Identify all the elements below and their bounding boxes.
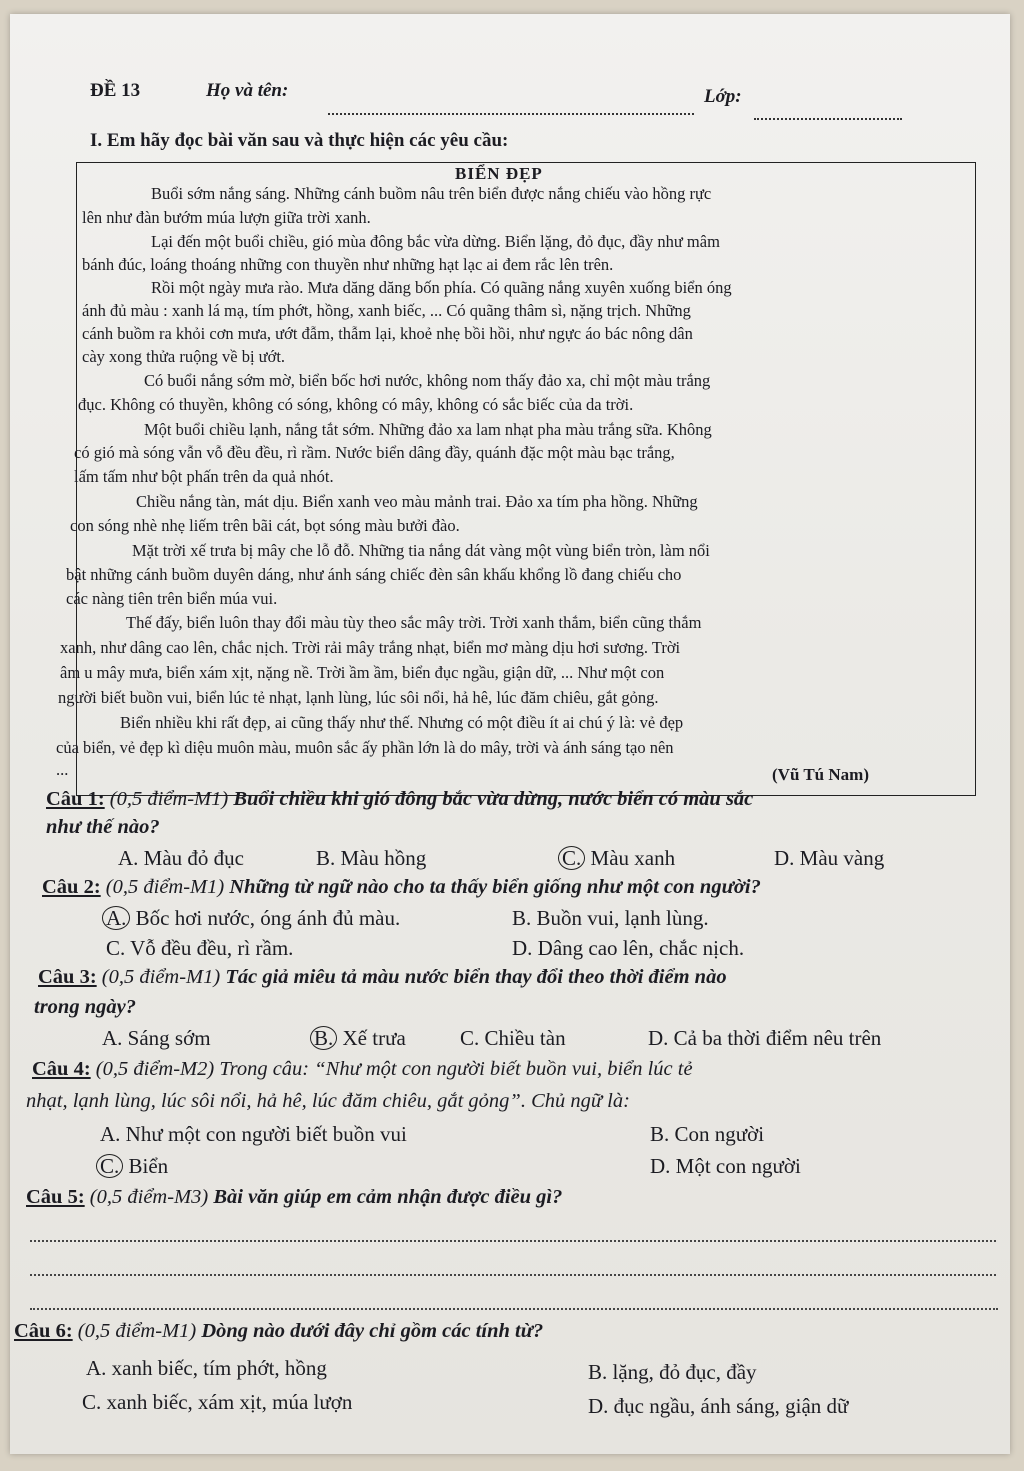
q3-option-d[interactable]: D. Cả ba thời điểm nêu trên [648, 1026, 882, 1050]
passage-line: xanh, như dâng cao lên, chắc nịch. Trời rải mây trắng nhạt, biển mơ màng dịu hơi sương. Trời [60, 638, 681, 657]
question-1: Câu 1: (0,5 điểm-M1) Buổi chiều khi gió đông bắc vừa dừng, nước biển có màu sắc [46, 788, 754, 810]
q3-option-c[interactable]: C. Chiều tàn [460, 1026, 566, 1050]
passage-line: của biển, vẻ đẹp kì diệu muôn màu, muôn sắc ấy phần lớn là do mây, trời và ánh sáng tạo nên [56, 738, 674, 757]
q3-option-b[interactable]: B. Xế trưa [314, 1026, 406, 1051]
class-field[interactable] [754, 107, 902, 125]
q2-option-a[interactable]: A. Bốc hơi nước, óng ánh đủ màu. [106, 906, 400, 931]
selected-answer-circle: C. [96, 1154, 123, 1178]
q6-option-a[interactable]: A. xanh biếc, tím phớt, hồng [86, 1356, 327, 1380]
selected-answer-circle: A. [102, 906, 130, 930]
answer-line[interactable] [30, 1240, 996, 1242]
passage-line: Biển nhiều khi rất đẹp, ai cũng thấy như thế. Nhưng có một điều ít ai chú ý là: vẻ đẹp [120, 713, 684, 732]
selected-answer-circle: B. [310, 1026, 337, 1050]
question-3-cont: trong ngày? [34, 996, 136, 1018]
question-2: Câu 2: (0,5 điểm-M1) Những từ ngữ nào cho ta thấy biển giống như một con người? [42, 876, 761, 898]
question-4: Câu 4: (0,5 điểm-M2) Trong câu: “Như một con người biết buồn vui, biển lúc tẻ [32, 1058, 693, 1080]
question-4-cont: nhạt, lạnh lùng, lúc sôi nổi, hả hê, lúc đăm chiêu, gắt gỏng”. Chủ ngữ là: [26, 1090, 630, 1112]
passage-line: lấm tấm như bột phấn trên da quả nhót. [74, 467, 334, 486]
q6-option-c[interactable]: C. xanh biếc, xám xịt, múa lượn [82, 1390, 353, 1414]
q1-option-d[interactable]: D. Màu vàng [774, 846, 885, 870]
passage-line: các nàng tiên trên biển múa vui. [66, 589, 278, 608]
class-label: Lớp: [704, 86, 742, 107]
name-field[interactable] [328, 102, 694, 120]
q4-option-a[interactable]: A. Như một con người biết buồn vui [100, 1122, 407, 1146]
answer-line[interactable] [30, 1308, 998, 1310]
q1-option-c[interactable]: C. Màu xanh [562, 846, 675, 871]
passage-line: cánh buồm ra khỏi cơn mưa, ướt đẫm, thẫm lại, khoẻ nhẹ bồi hồi, như ngực áo bác nông dân [82, 324, 693, 343]
passage-line: bánh đúc, loáng thoáng những con thuyền như những hạt lạc ai đem rắc lên trên. [82, 255, 614, 274]
q4-option-d[interactable]: D. Một con người [650, 1154, 801, 1178]
q1-option-a[interactable]: A. Màu đỏ đục [118, 846, 244, 870]
exam-code: ĐỀ 13 [90, 80, 141, 101]
passage-line: Có buổi nắng sớm mờ, biển bốc hơi nước, không nom thấy đảo xa, chỉ một màu trắng [144, 371, 711, 390]
passage-line: có gió mà sóng vẫn vỗ đều đều, rì rầm. Nước biển dâng đầy, quánh đặc một màu bạc trắng, [74, 443, 675, 462]
q2-option-c[interactable]: C. Vỗ đều đều, rì rầm. [106, 936, 294, 960]
passage-line: cày xong thửa ruộng về bị ướt. [82, 347, 286, 366]
exam-paper [10, 14, 1010, 1454]
passage-line: Mặt trời xế trưa bị mây che lỗ đỗ. Những tia nắng dát vàng một vùng biển tròn, làm nổi [132, 541, 710, 560]
q4-option-b[interactable]: B. Con người [650, 1122, 765, 1146]
passage-line: lên như đàn bướm múa lượn giữa trời xanh. [82, 208, 371, 227]
selected-answer-circle: C. [558, 846, 585, 870]
q6-option-d[interactable]: D. đục ngầu, ánh sáng, giận dữ [588, 1394, 849, 1418]
passage-line: Rồi một ngày mưa rào. Mưa dăng dăng bốn phía. Có quãng nắng xuyên xuống biển óng [151, 278, 732, 297]
question-3: Câu 3: (0,5 điểm-M1) Tác giả miêu tả màu nước biển thay đổi theo thời điểm nào [38, 966, 727, 988]
passage-line: đục. Không có thuyền, không có sóng, không có mây, không có sắc biếc của da trời. [78, 395, 634, 414]
answer-line[interactable] [30, 1274, 996, 1276]
passage-line: âm u mây mưa, biển xám xịt, nặng nề. Trời ầm ầm, biển đục ngầu, giận dữ, ... Như một con [60, 663, 665, 682]
passage-author: (Vũ Tú Nam) [772, 765, 869, 784]
q4-option-c[interactable]: C. Biển [100, 1154, 168, 1179]
q2-option-d[interactable]: D. Dâng cao lên, chắc nịch. [512, 936, 745, 960]
q6-option-b[interactable]: B. lặng, đỏ đục, đầy [588, 1360, 757, 1384]
passage-line: Buổi sớm nắng sáng. Những cánh buồm nâu trên biển được nắng chiếu vào hồng rực [151, 184, 712, 203]
q2-option-b[interactable]: B. Buồn vui, lạnh lùng. [512, 906, 709, 930]
q1-option-b[interactable]: B. Màu hồng [316, 846, 427, 870]
passage-title: BIỂN ĐẸP [455, 164, 543, 183]
passage-line: Thế đấy, biển luôn thay đổi màu tùy theo sắc mây trời. Trời xanh thắm, biển cũng thắm [126, 613, 702, 632]
name-label: Họ và tên: [206, 80, 289, 101]
passage-line: con sóng nhè nhẹ liếm trên bãi cát, bọt sóng màu bưởi đào. [70, 516, 460, 535]
question-6: Câu 6: (0,5 điểm-M1) Dòng nào dưới đây chỉ gồm các tính từ? [14, 1320, 544, 1342]
passage-line: Chiều nắng tàn, mát dịu. Biển xanh veo màu mảnh trai. Đảo xa tím pha hồng. Những [136, 492, 698, 511]
passage-line: Một buổi chiều lạnh, nắng tắt sớm. Những đảo xa lam nhạt pha màu trắng sữa. Không [144, 420, 712, 439]
q3-option-a[interactable]: A. Sáng sớm [102, 1026, 211, 1050]
passage-line: Lại đến một buổi chiều, gió mùa đông bắc vừa dừng. Biển lặng, đỏ đục, đầy như mâm [151, 232, 720, 251]
section-title: I. Em hãy đọc bài văn sau và thực hiện các yêu cầu: [90, 130, 509, 151]
question-1-cont: như thế nào? [46, 816, 160, 838]
question-5: Câu 5: (0,5 điểm-M3) Bài văn giúp em cảm nhận được điều gì? [26, 1186, 563, 1208]
passage-line: ... [56, 760, 69, 779]
passage-line: ánh đủ màu : xanh lá mạ, tím phớt, hồng, xanh biếc, ... Có quãng thâm sì, nặng trịch. Những [82, 301, 691, 320]
passage-line: người biết buồn vui, biển lúc tẻ nhạt, lạnh lùng, lúc sôi nổi, hả hê, lúc đăm chiêu, gắt gỏng. [58, 688, 659, 707]
passage-line: bật những cánh buồm duyên dáng, như ánh sáng chiếc đèn sân khấu khổng lồ đang chiếu cho [66, 565, 682, 584]
